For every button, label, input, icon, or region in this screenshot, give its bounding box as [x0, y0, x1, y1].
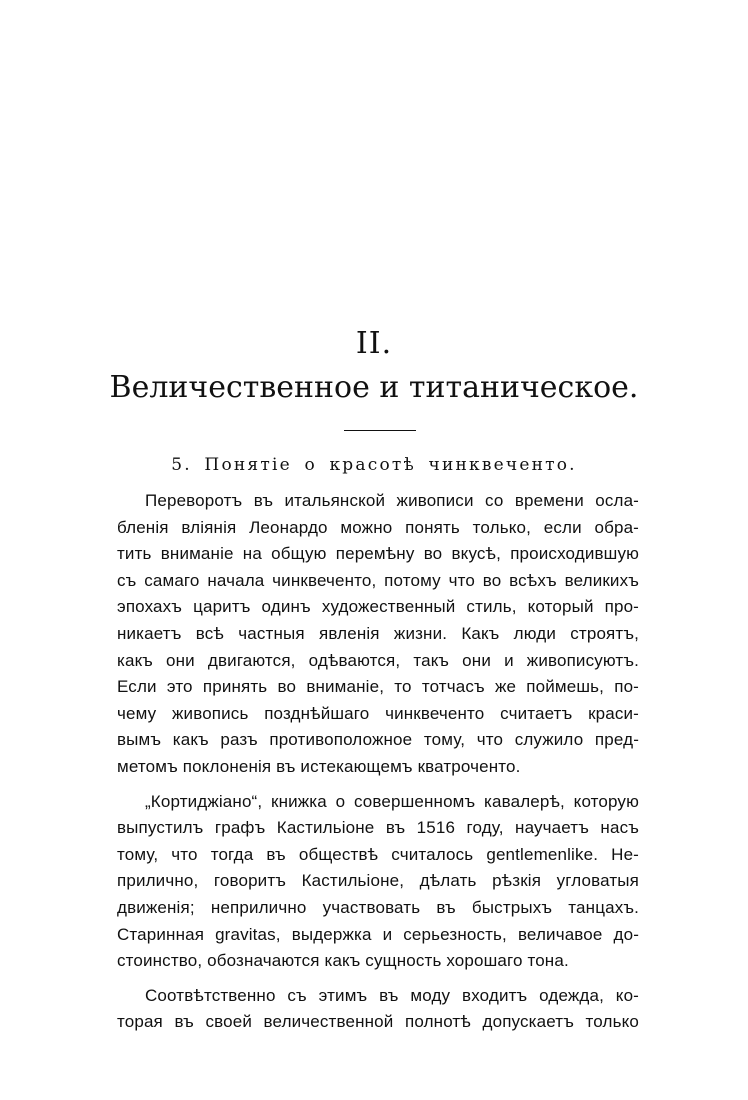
- text-line: тому, что тогда въ обществѣ считалось gentlemenlike. Не-: [117, 844, 639, 864]
- text-line: метомъ поклоненія въ истекающемъ кватроченто.: [117, 756, 521, 776]
- text-line: какъ они двигаются, одѣваются, такъ они и живописуютъ.: [117, 650, 639, 670]
- text-line: торая въ своей величественной полнотѣ допускаетъ только: [117, 1012, 639, 1032]
- text-line: Переворотъ въ итальянской живописи со времени осла-: [145, 491, 639, 510]
- text-line: чему живопись позднѣйшаго чинквеченто считаетъ краси-: [117, 703, 639, 723]
- text-line: „Кортиджіано“, книжка о совершенномъ кавалерѣ, которую: [145, 791, 639, 811]
- chapter-title: Величественное и титаническое.: [109, 370, 639, 405]
- text-line: тить вниманіе на общую перемѣну во вкусѣ, происходившую: [117, 544, 639, 564]
- title-divider: [344, 430, 416, 431]
- text-line: эпохахъ царитъ одинъ художественный стиль, который про-: [117, 597, 639, 617]
- text-line: Соотвѣтственно съ этимъ въ моду входитъ одежда, ко-: [145, 985, 639, 1005]
- text-line: прилично, говоритъ Кастильіоне, дѣлать рѣзкія угловатыя: [117, 871, 639, 891]
- paragraph-3: [117, 983, 639, 1036]
- text-line: никаетъ всѣ частныя явленія жизни. Какъ люди строятъ,: [117, 623, 639, 643]
- body-text: [117, 488, 639, 1036]
- text-line: вымъ какъ разъ противоположное тому, что служило пред-: [117, 730, 639, 750]
- text-line: бленія вліянія Леонардо можно понять только, если обра-: [117, 517, 639, 537]
- chapter-number: II.: [355, 326, 393, 361]
- text-line: съ самаго начала чинквеченто, потому что во всѣхъ великихъ: [117, 570, 639, 590]
- paragraph-2: [117, 789, 639, 975]
- paragraph-1: [117, 488, 639, 781]
- section-heading: 5. Понятіе о красотѣ чинквеченто.: [171, 455, 577, 475]
- text-line: выпустилъ графъ Кастильіоне въ 1516 году, научаетъ насъ: [117, 818, 639, 838]
- text-line: движенія; неприлично участвовать въ быстрыхъ танцахъ.: [117, 897, 639, 917]
- text-line: Старинная gravitas, выдержка и серьезность, величавое до-: [117, 924, 639, 944]
- text-line: Если это принять во вниманіе, то тотчасъ же поймешь, по-: [117, 677, 639, 697]
- text-line: стоинство, обозначаются какъ сущность хорошаго тона.: [117, 951, 569, 971]
